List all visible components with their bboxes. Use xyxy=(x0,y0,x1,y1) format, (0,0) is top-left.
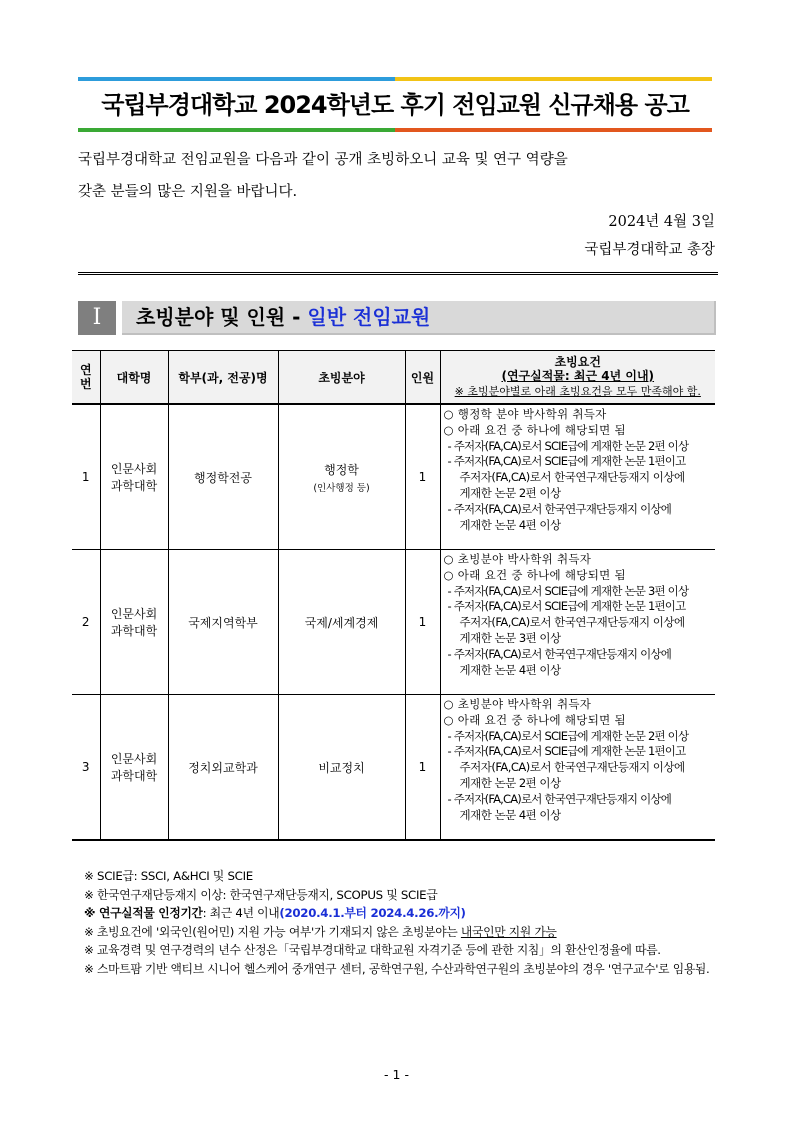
table-row xyxy=(72,550,715,695)
note-period: ※ 연구실적물 인정기간: 최근 4년 이내(2020.4.1.부터 2024.4.26.까지) xyxy=(84,906,466,921)
notes xyxy=(84,867,734,979)
cell-no: 1 xyxy=(72,404,100,550)
header-requirements xyxy=(440,351,715,405)
intro-line-2: 갖춘 분들의 많은 지원을 바랍니다. xyxy=(78,184,298,200)
cell-field: 국제/세계경제 xyxy=(278,550,405,695)
cell-count: 1 xyxy=(405,404,440,550)
section-title-highlight: 일반 전임교원 xyxy=(307,305,431,329)
header-department: 학부(과, 전공)명 xyxy=(168,351,278,405)
header-college: 대학명 xyxy=(100,351,168,405)
announcement-date: 2024년 4월 3일 xyxy=(608,214,715,230)
page-number: - 1 - xyxy=(384,1067,409,1082)
separator-line xyxy=(78,272,718,275)
cell-field: 행정학 (인사행정 등) xyxy=(278,404,405,550)
section-title-box xyxy=(122,301,716,335)
cell-requirements: ○ 초빙분야 박사학위 취득자 ○ 아래 요건 중 하나에 해당되면 됨 - 주저자(FA,CA)로서 SCIE급에 게재한 논문 3편 이상 - 주저자(FA,CA)로서 SCIE급에 게재한 논문 1편이고 주저자(FA,CA)로서 한국연구재단등재지 이상에 게재한 논문 3편 이상 - 주저자(FA,CA)로서 한국연구재단등재지 이상에 게재한 논문 4편 이상 xyxy=(440,550,715,695)
section-heading xyxy=(78,301,716,335)
header-field: 초빙분야 xyxy=(278,351,405,405)
header-req-title: 초빙요건 xyxy=(554,355,601,369)
section-title xyxy=(136,301,430,333)
title-bottom-bar xyxy=(78,128,712,132)
cell-department: 정치외교학과 xyxy=(168,695,278,841)
note-career: ※ 교육경력 및 연구경력의 년수 산정은「국립부경대학교 대학교원 자격기준 등에 관한 지침」의 환산인정율에 따름. xyxy=(84,943,661,958)
table-header-row xyxy=(72,351,715,405)
section-title-main: 초빙분야 및 인원 - xyxy=(136,305,308,329)
header-count: 인원 xyxy=(405,351,440,405)
cell-field-sub: (인사행정 등) xyxy=(313,482,370,494)
cell-count: 1 xyxy=(405,695,440,841)
table-row xyxy=(72,695,715,841)
header-req-period: (연구실적물: 최근 4년 이내) xyxy=(501,369,655,383)
note-scie: ※ SCIE급: SSCI, A&HCI 및 SCIE xyxy=(84,869,253,883)
cell-college: 인문사회 과학대학 xyxy=(100,695,168,841)
cell-requirements: ○ 초빙분야 박사학위 취득자 ○ 아래 요건 중 하나에 해당되면 됨 - 주저자(FA,CA)로서 SCIE급에 게재한 논문 2편 이상 - 주저자(FA,CA)로서 SCIE급에 게재한 논문 1편이고 주저자(FA,CA)로서 한국연구재단등재지 이상에 게재한 논문 2편 이상 - 주저자(FA,CA)로서 한국연구재단등재지 이상에 게재한 논문 4편 이상 xyxy=(440,695,715,841)
document-title: 국립부경대학교 2024학년도 후기 전임교원 신규채용 공고 xyxy=(101,91,689,119)
signer: 국립부경대학교 총장 xyxy=(584,242,715,258)
cell-department: 국제지역학부 xyxy=(168,550,278,695)
header-no: 연 번 xyxy=(72,351,100,405)
note-journal: ※ 한국연구재단등재지 이상: 한국연구재단등재지, SCOPUS 및 SCIE급 xyxy=(84,887,438,902)
cell-college: 인문사회 과학대학 xyxy=(100,404,168,550)
cell-department: 행정학전공 xyxy=(168,404,278,550)
title-bottom-bar-green xyxy=(78,128,395,132)
title-top-bar-blue xyxy=(78,77,395,81)
cell-college: 인문사회 과학대학 xyxy=(100,550,168,695)
section-number: Ⅰ xyxy=(78,301,116,335)
cell-field: 비교정치 xyxy=(278,695,405,841)
recruitment-table xyxy=(72,350,715,841)
intro-line-1: 국립부경대학교 전임교원을 다음과 같이 공개 초빙하오니 교육 및 연구 역량을 xyxy=(78,152,568,168)
title-top-bar-yellow xyxy=(395,77,712,81)
title-top-bar xyxy=(78,77,712,81)
cell-no: 2 xyxy=(72,550,100,695)
cell-count: 1 xyxy=(405,550,440,695)
header-req-note: ※ 초빙분야별로 아래 초빙요건을 모두 만족해야 함. xyxy=(454,385,701,398)
cell-requirements: ○ 행정학 분야 박사학위 취득자 ○ 아래 요건 중 하나에 해당되면 됨 - 주저자(FA,CA)로서 SCIE급에 게재한 논문 2편 이상 - 주저자(FA,CA)로서 SCIE급에 게재한 논문 1편이고 주저자(FA,CA)로서 한국연구재단등재지 이상에 게재한 논문 2편 이상 - 주저자(FA,CA)로서 한국연구재단등재지 이상에 게재한 논문 4편 이상 xyxy=(440,404,715,550)
note-research-professor: ※ 스마트팜 기반 액티브 시니어 헬스케어 중개연구 센터, 공학연구원, 수산과학연구원의 초빙분야의 경우 '연구교수'로 임용됨. xyxy=(84,961,710,976)
title-bottom-bar-orange xyxy=(395,128,712,132)
note-foreigner: ※ 초빙요건에 '외국인(원어민) 지원 가능 여부'가 기재되지 않은 초빙분야는 내국인만 지원 가능 xyxy=(84,924,557,939)
table-row xyxy=(72,404,715,550)
cell-no: 3 xyxy=(72,695,100,841)
